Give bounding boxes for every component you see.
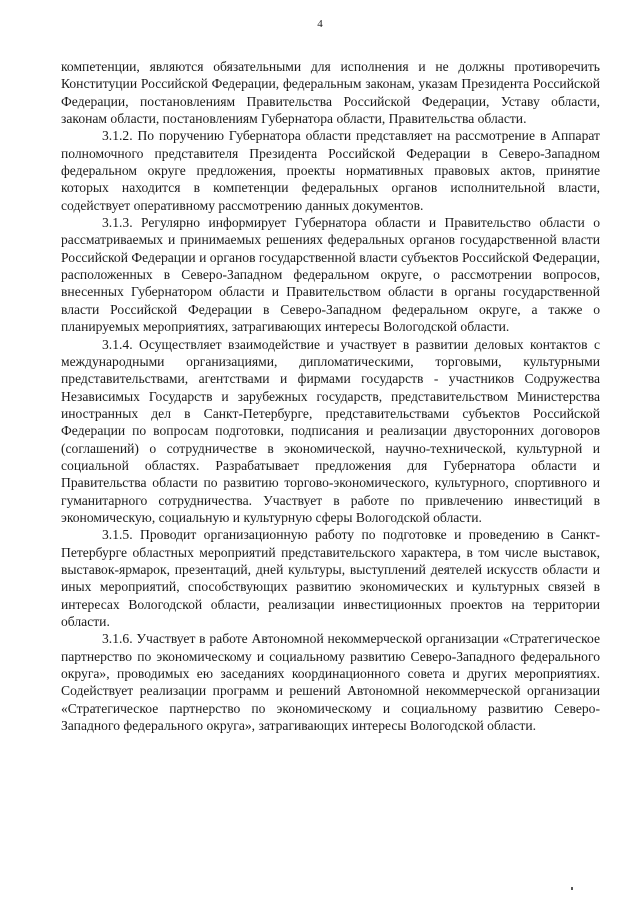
- document-body: [61, 58, 600, 734]
- paragraph-continuation: компетенции, являются обязательными для исполнения и не должны противоречить Конституции Российской Федерации, федеральным законам, указам Президента Российской Федерации, постановлениям Правительства Российской Федерации, Уставу области, законам области, постановлениям Губернатора области, Правительства области.: [61, 59, 600, 127]
- paragraph-3-1-2: 3.1.2. По поручению Губернатора области представляет на рассмотрение в Аппарат полномочного представителя Президента Российской Федерации в Северо-Западном федеральном округе предложения, проекты нормативных правовых актов, принятие которых находится в компетенции федеральных органов исполнительной власти, содействует оперативному рассмотрению данных документов.: [61, 128, 600, 213]
- paragraph-3-1-4: 3.1.4. Осуществляет взаимодействие и участвует в развитии деловых контактов с международными организациями, дипломатическими, торговыми, культурными представительствами, агентствами и фирмами государств - участников Содружества Независимых Государств и зарубежных государств, представительством Министерства иностранных дел в Санкт-Петербурге, представительствами субъектов Российской Федерации по вопросам подготовки, подписания и реализации двусторонних договоров (соглашений) о сотрудничестве в экономической, научно-технической, культурной и социальной областях. Разрабатывает предложения для Губернатора области и Правительства области по развитию торгово-экономического, культурного, спортивного и гуманитарного сотрудничества. Участвует в работе по привлечению инвестиций в экономическую, социальную и культурную сферы Вологодской области.: [61, 336, 600, 525]
- paragraph-3-1-5: 3.1.5. Проводит организационную работу по подготовке и проведению в Санкт-Петербурге областных мероприятий представительского характера, в том числе выставок, выставок-ярмарок, презентаций, дней культуры, выступлений деятелей искусств области и иных мероприятий, способствующих развитию экономических и культурных связей в интересах Вологодской области, реализации инвестиционных проектов на территории области.: [61, 527, 600, 629]
- paragraph-3-1-3: 3.1.3. Регулярно информирует Губернатора области и Правительство области о рассматриваемых и принимаемых решениях федеральных органов государственной власти Российской Федерации и органов государственной власти субъектов Российской Федерации, расположенных в Северо-Западном федеральном округе, о рассмотрении вопросов, внесенных Губернатором области и Правительством области в органы государственной власти Российской Федерации в Северо-Западном федеральном округе, а также о планируемых мероприятиях, затрагивающих интересы Вологодской области.: [61, 215, 600, 335]
- scan-speck: [571, 887, 573, 890]
- page-number: 4: [317, 18, 323, 30]
- paragraph-3-1-6: 3.1.6. Участвует в работе Автономной некоммерческой организации «Стратегическое партнерство по экономическому и социальному развитию Северо-Западного федерального округа», проводимых ею заседаниях координационного совета и других мероприятиях. Содействует реализации программ и решений Автономной некоммерческой организации «Стратегическое партнерство по экономическому и социальному развитию Северо-Западного федерального округа», затрагивающих интересы Вологодской области.: [61, 631, 600, 734]
